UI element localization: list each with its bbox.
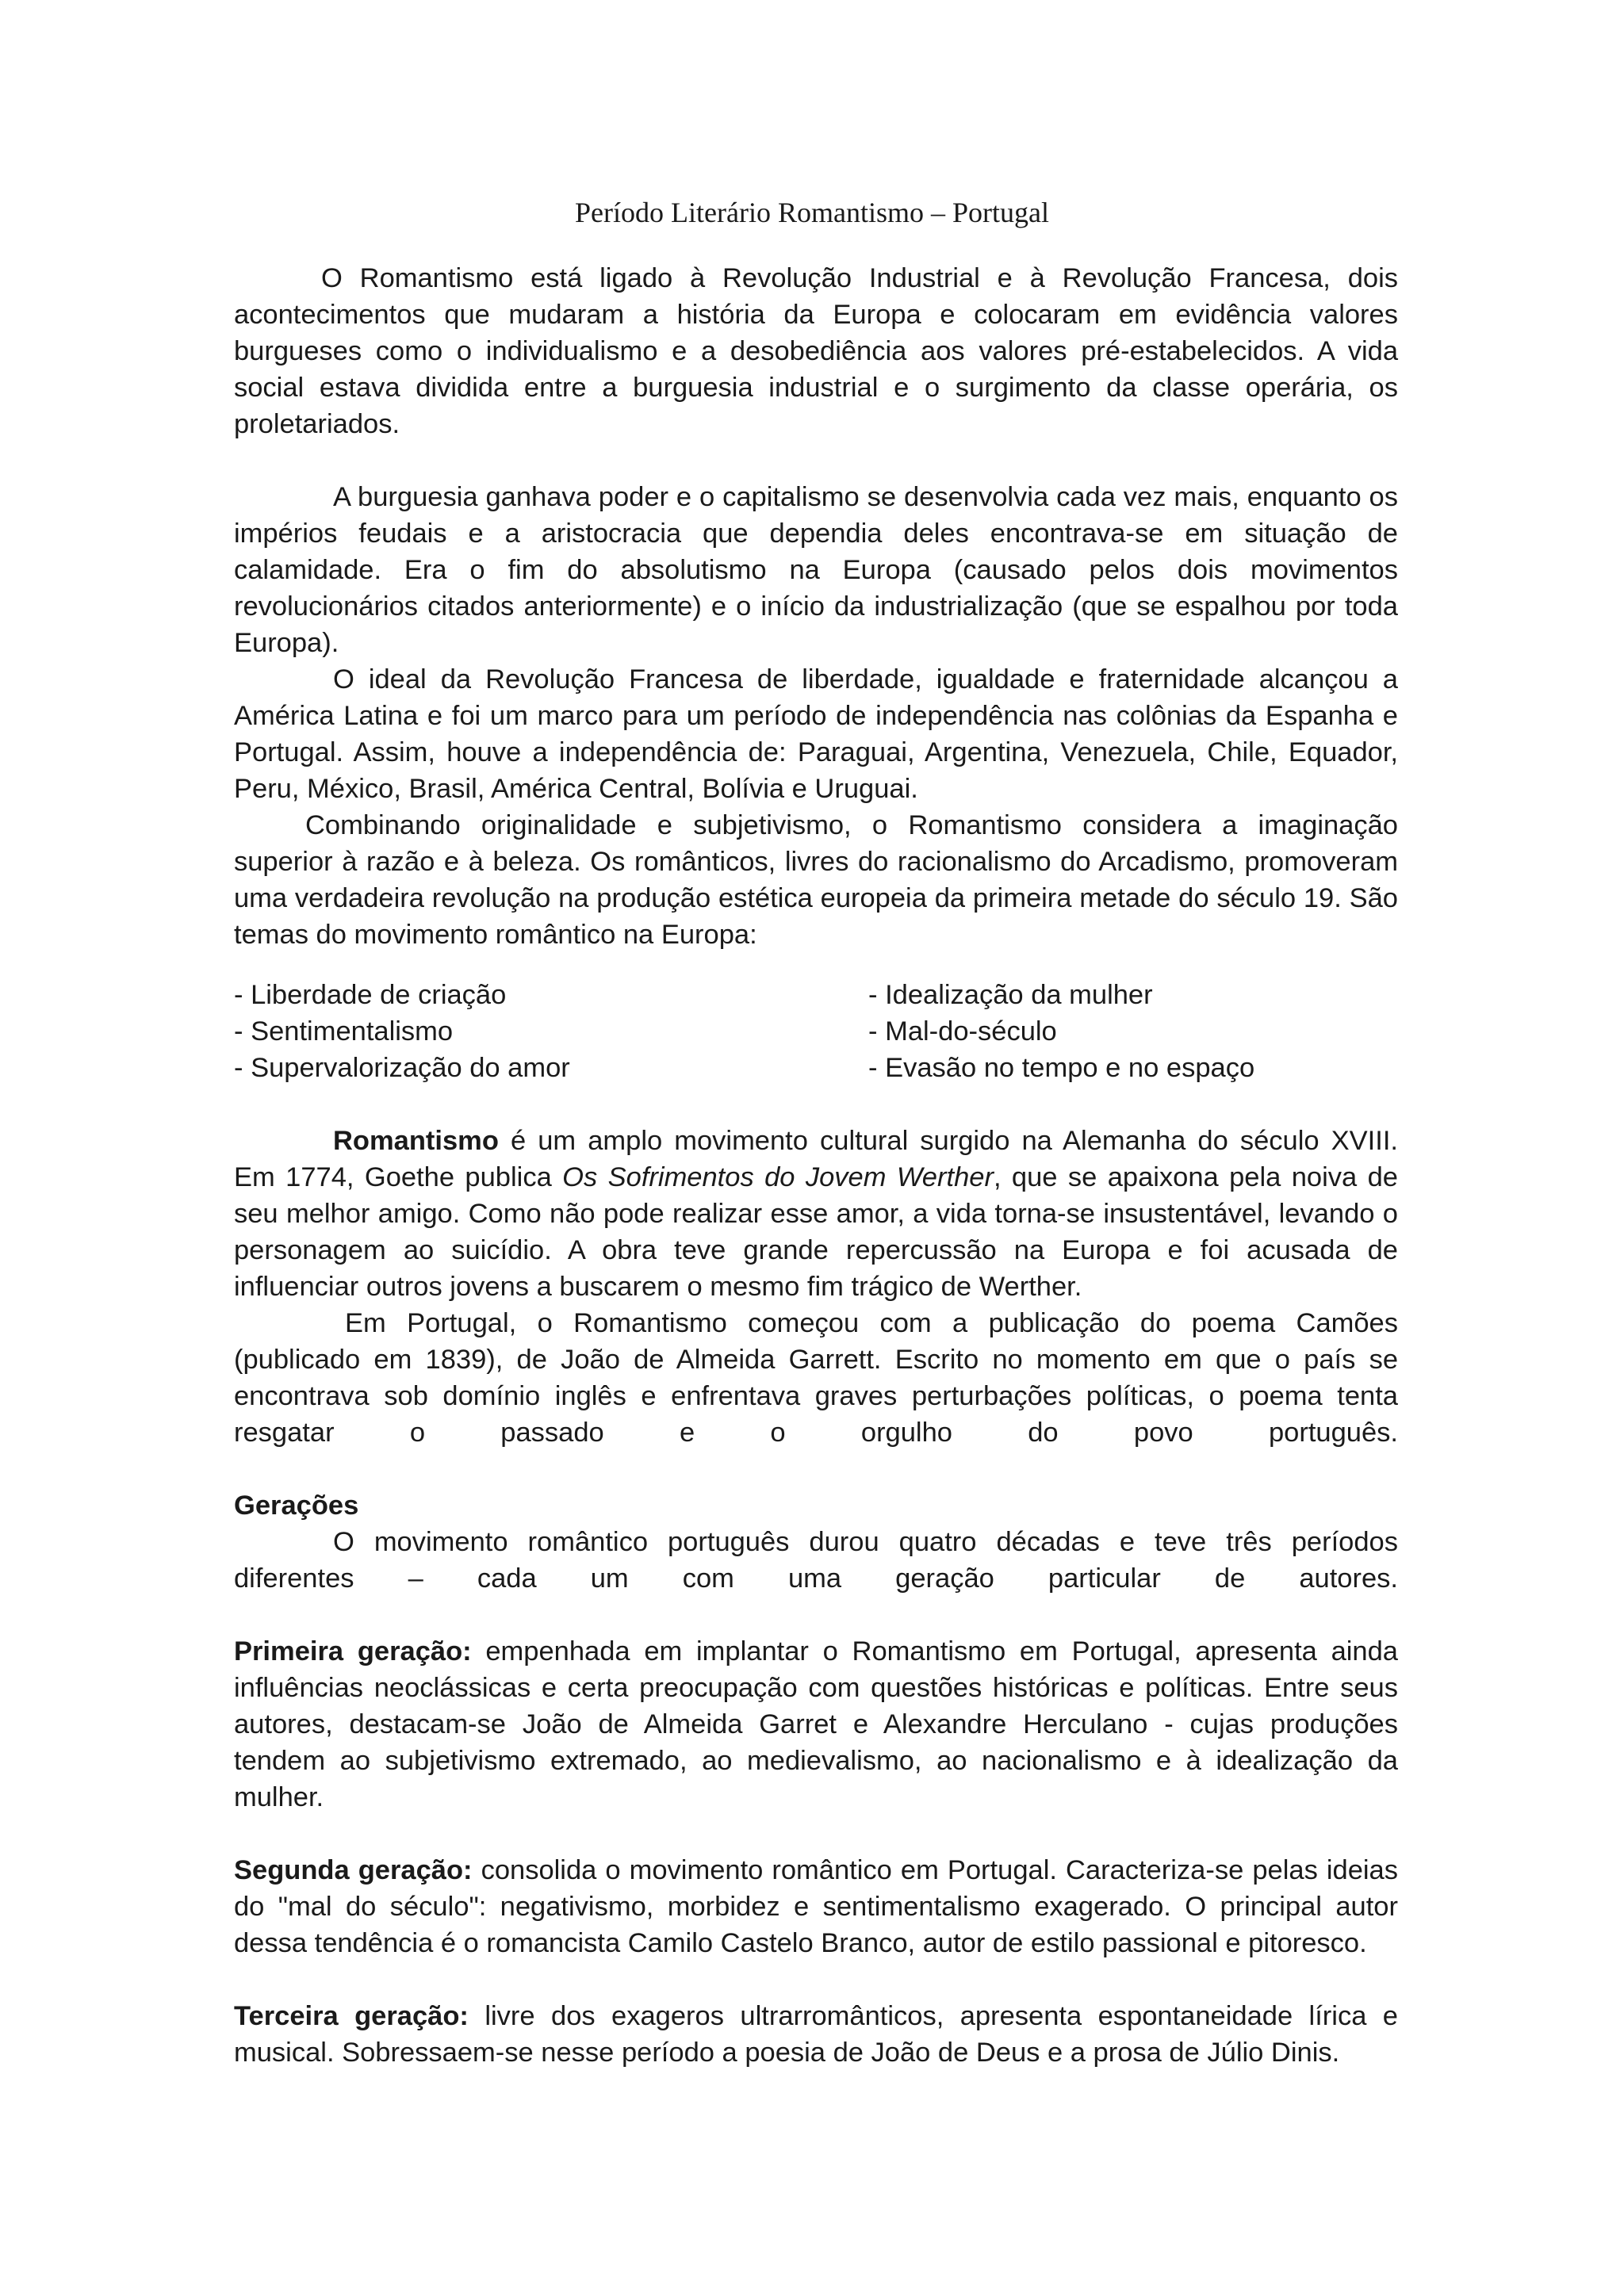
paragraph-romantismo [234, 1123, 1398, 1305]
document-title: Período Literário Romantismo – Portugal [575, 197, 1049, 228]
generation-label: Terceira geração: [234, 2001, 469, 2031]
paragraph-combinando: Combinando originalidade e subjetivismo, o Romantismo considera a imaginação superior à razão e à beleza. Os românticos, livres do racionalismo do Arcadismo, promoveram uma verdadeira revolução na produção estética europeia da primeira metade do século 19. São temas do movimento romântico na Europa: [234, 810, 1398, 950]
generation-label: Segunda geração: [234, 1855, 473, 1885]
list-item: - Supervalorização do amor [234, 1053, 570, 1083]
list-item: - Mal-do-século [868, 1016, 1057, 1047]
list-item: - Evasão no tempo e no espaço [868, 1053, 1255, 1083]
paragraph-primeira-geracao [234, 1633, 1398, 1816]
list-item: - Sentimentalismo [234, 1016, 454, 1047]
paragraph-burguesia: A burguesia ganhava poder e o capitalismo se desenvolvia cada vez mais, enquanto os impérios feudais e a aristocracia que dependia deles encontrava-se em situação de calamidade. Era o fim do absolutismo na Europa (causado pelos dois movimentos revolucionários citados anteriormente) e o início da industrialização (que se espalhou por toda Europa). [234, 482, 1398, 658]
bold-term: Romantismo [333, 1126, 499, 1156]
paragraph-text: empenhada em implantar o Romantismo em Portugal, apresenta ainda influências neoclássicas e certa preocupação com questões históricas e políticas. Entre seus autores, destacam-se João de Almeida Garret e Alexandre Herculano - cujas produções tendem ao subjetivismo extremado, ao medievalismo, ao nacionalismo e à idealização da mulher. [234, 1636, 1398, 1812]
themes-list [234, 977, 1398, 1086]
paragraph-revolucoes: O Romantismo está ligado à Revolução Industrial e à Revolução Francesa, dois acontecimentos que mudaram a história da Europa e colocaram em evidência valores burgueses como o individualismo e a desobediência aos valores pré-estabelecidos. A vida social estava dividida entre a burguesia industrial e o surgimento da classe operária, os proletariados. [234, 263, 1398, 439]
paragraph-text: livre dos exageros ultrarromânticos, apresenta espontaneidade lírica e musical. Sobressaem-se nesse período a poesia de João de Deus e a prosa de Júlio Dinis. [234, 2001, 1398, 2068]
paragraph-portugal: Em Portugal, o Romantismo começou com a publicação do poema Camões (publicado em 1839), de João de Almeida Garrett. Escrito no momento em que o país se encontrava sob domínio inglês e enfrentava graves perturbações políticas, o poema tenta resgatar o passado e o orgulho do povo português. [234, 1308, 1398, 1448]
book-title: Os Sofrimentos do Jovem Werther [562, 1162, 994, 1192]
paragraph-terceira-geracao [234, 1998, 1398, 2071]
paragraph-text: , que se apaixona pela noiva de seu melhor amigo. Como não pode realizar esse amor, a vida torna-se insustentável, levando o personagem ao suicídio. A obra teve grande repercussão na Europa e foi acusada de influenciar outros jovens a buscarem o mesmo fim trágico de Werther. [234, 1162, 1398, 1302]
paragraph-ideal-revolucao: O ideal da Revolução Francesa de liberdade, igualdade e fraternidade alcançou a América Latina e foi um marco para um período de independência nas colônias da Espanha e Portugal. Assim, houve a independência de: Paraguai, Argentina, Venezuela, Chile, Equador, Peru, México, Brasil, América Central, Bolívia e Uruguai. [234, 664, 1398, 804]
document-body [234, 260, 1398, 2071]
paragraph-segunda-geracao [234, 1852, 1398, 1961]
paragraph-text: é um amplo movimento cultural surgido na Alemanha do século XVIII. Em 1774, Goethe publica [234, 1126, 1398, 1192]
generation-label: Primeira geração: [234, 1636, 472, 1667]
paragraph-text: consolida o movimento romântico em Portugal. Caracteriza-se pelas ideias do "mal do século": negativismo, morbidez e sentimentalismo exagerado. O principal autor dessa tendência é o romancista Camilo Castelo Branco, autor de estilo passional e pitoresco. [234, 1855, 1398, 1958]
section-heading-geracoes: Gerações [234, 1490, 359, 1521]
list-item: - Liberdade de criação [234, 980, 507, 1010]
paragraph-geracoes-intro: O movimento romântico português durou quatro décadas e teve três períodos diferentes – cada um com uma geração particular de autores. [234, 1527, 1398, 1594]
list-item: - Idealização da mulher [868, 980, 1153, 1010]
